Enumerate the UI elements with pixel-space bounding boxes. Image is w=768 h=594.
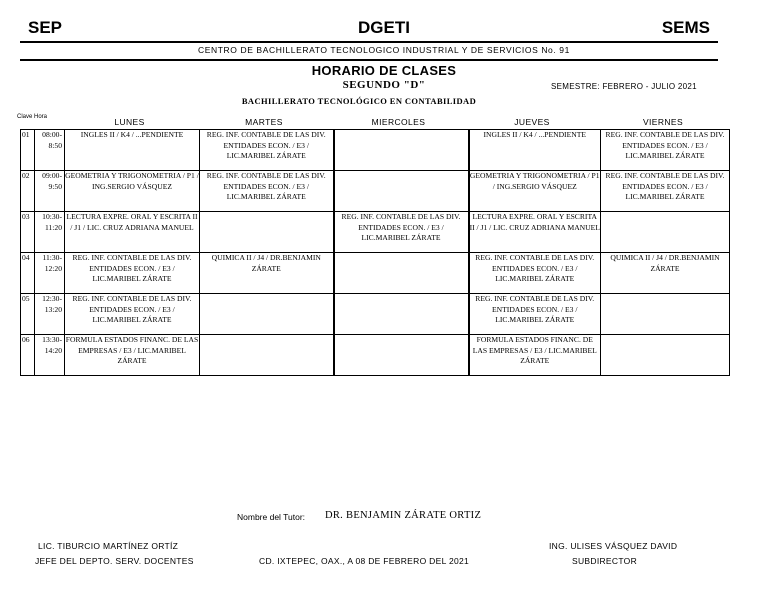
class-cell-viernes: REG. INF. CONTABLE DE LAS DIV. ENTIDADES ECON. / E3 / LIC.MARIBEL ZÁRATE: [601, 171, 730, 212]
date-line: CD. IXTEPEC, OAX., A 08 DE FEBRERO DEL 2021: [259, 556, 470, 566]
class-cell-jueves: FORMULA ESTADOS FINANC. DE LAS EMPRESAS / E3 / LIC.MARIBEL ZÁRATE: [469, 335, 601, 376]
class-cell-lunes: REG. INF. CONTABLE DE LAS DIV. ENTIDADES ECON. / E3 / LIC.MARIBEL ZÁRATE: [65, 294, 200, 335]
schedule-table: [20, 129, 730, 376]
hora-cell: 13:30- 14:20: [35, 335, 65, 376]
tutor-name: DR. BENJAMIN ZÁRATE ORTIZ: [325, 510, 482, 521]
signer-right-role: SUBDIRECTOR: [572, 556, 638, 566]
class-cell-martes: [200, 294, 334, 335]
class-cell-lunes: INGLES II / K4 / ...PENDIENTE: [65, 130, 200, 171]
class-cell-miercoles: REG. INF. CONTABLE DE LAS DIV. ENTIDADES ECON. / E3 / LIC.MARIBEL ZÁRATE: [334, 212, 469, 253]
signer-left-name: LIC. TIBURCIO MARTÍNEZ ORTÍZ: [38, 541, 179, 551]
tutor-label: Nombre del Tutor:: [237, 512, 306, 522]
class-cell-viernes: [601, 212, 730, 253]
class-cell-jueves: INGLES II / K4 / ...PENDIENTE: [469, 130, 601, 171]
class-cell-martes: QUIMICA II / J4 / DR.BENJAMIN ZÁRATE: [200, 253, 334, 294]
table-row: [21, 212, 730, 253]
program-name: BACHILLERATO TECNOLÓGICO EN CONTABILIDAD: [241, 96, 477, 106]
table-row: [21, 171, 730, 212]
hora-cell: 10:30- 11:20: [35, 212, 65, 253]
class-cell-viernes: [601, 335, 730, 376]
clave-cell: 01: [21, 130, 35, 171]
clave-cell: 05: [21, 294, 35, 335]
day-header-jueves: JUEVES: [514, 117, 550, 127]
dgeti-header: DGETI: [358, 18, 410, 37]
table-row: [21, 294, 730, 335]
table-row: [21, 335, 730, 376]
group-name: SEGUNDO "D": [342, 79, 426, 91]
table-row: [21, 130, 730, 171]
day-header-miercoles: MIERCOLES: [371, 117, 426, 127]
class-cell-miercoles: [334, 294, 469, 335]
class-cell-miercoles: [334, 253, 469, 294]
class-cell-viernes: [601, 294, 730, 335]
class-cell-lunes: FORMULA ESTADOS FINANC. DE LAS EMPRESAS / E3 / LIC.MARIBEL ZÁRATE: [65, 335, 200, 376]
day-header-viernes: VIERNES: [642, 117, 684, 127]
clave-cell: 04: [21, 253, 35, 294]
header-rule-top: [20, 41, 718, 43]
class-cell-viernes: REG. INF. CONTABLE DE LAS DIV. ENTIDADES ECON. / E3 / LIC.MARIBEL ZÁRATE: [601, 130, 730, 171]
class-cell-martes: [200, 212, 334, 253]
class-cell-viernes: QUIMICA II / J4 / DR.BENJAMIN ZÁRATE: [601, 253, 730, 294]
class-cell-miercoles: [334, 335, 469, 376]
class-cell-jueves: REG. INF. CONTABLE DE LAS DIV. ENTIDADES ECON. / E3 / LIC.MARIBEL ZÁRATE: [469, 253, 601, 294]
class-cell-martes: REG. INF. CONTABLE DE LAS DIV. ENTIDADES ECON. / E3 / LIC.MARIBEL ZÁRATE: [200, 171, 334, 212]
hora-cell: 09:00- 9:50: [35, 171, 65, 212]
hora-cell: 08:00- 8:50: [35, 130, 65, 171]
signer-right-name: ING. ULISES VÁSQUEZ DAVID: [549, 541, 678, 551]
class-cell-miercoles: [334, 171, 469, 212]
day-header-lunes: LUNES: [114, 117, 145, 127]
clave-cell: 03: [21, 212, 35, 253]
sems-header: SEMS: [661, 18, 710, 37]
clave-cell: 02: [21, 171, 35, 212]
day-header-martes: MARTES: [245, 117, 283, 127]
institution-name: CENTRO DE BACHILLERATO TECNOLOGICO INDUSTRIAL Y DE SERVICIOS No. 91: [198, 45, 570, 55]
class-cell-jueves: REG. INF. CONTABLE DE LAS DIV. ENTIDADES ECON. / E3 / LIC.MARIBEL ZÁRATE: [469, 294, 601, 335]
class-cell-jueves: GEOMETRIA Y TRIGONOMETRIA / P1 / ING.SERGIO VÁSQUEZ: [469, 171, 601, 212]
schedule-title: HORARIO DE CLASES: [311, 63, 457, 78]
table-row: [21, 253, 730, 294]
class-cell-jueves: LECTURA EXPRE. ORAL Y ESCRITA II / J1 / LIC. CRUZ ADRIANA MANUEL: [469, 212, 601, 253]
hora-cell: 12:30- 13:20: [35, 294, 65, 335]
sep-header: SEP: [28, 18, 63, 37]
class-cell-lunes: REG. INF. CONTABLE DE LAS DIV. ENTIDADES ECON. / E3 / LIC.MARIBEL ZÁRATE: [65, 253, 200, 294]
class-cell-lunes: LECTURA EXPRE. ORAL Y ESCRITA II / J1 / LIC. CRUZ ADRIANA MANUEL: [65, 212, 200, 253]
hora-cell: 11:30- 12:20: [35, 253, 65, 294]
class-cell-martes: [200, 335, 334, 376]
signer-left-role: JEFE DEL DEPTO. SERV. DOCENTES: [35, 556, 194, 566]
class-cell-lunes: GEOMETRIA Y TRIGONOMETRIA / P1 / ING.SERGIO VÁSQUEZ: [65, 171, 200, 212]
class-cell-miercoles: [334, 130, 469, 171]
class-cell-martes: REG. INF. CONTABLE DE LAS DIV. ENTIDADES ECON. / E3 / LIC.MARIBEL ZÁRATE: [200, 130, 334, 171]
semester-label: SEMESTRE: FEBRERO - JULIO 2021: [551, 82, 697, 91]
clave-hora-label: Clave Hora: [17, 114, 48, 120]
clave-cell: 06: [21, 335, 35, 376]
header-rule-bottom: [20, 59, 718, 61]
